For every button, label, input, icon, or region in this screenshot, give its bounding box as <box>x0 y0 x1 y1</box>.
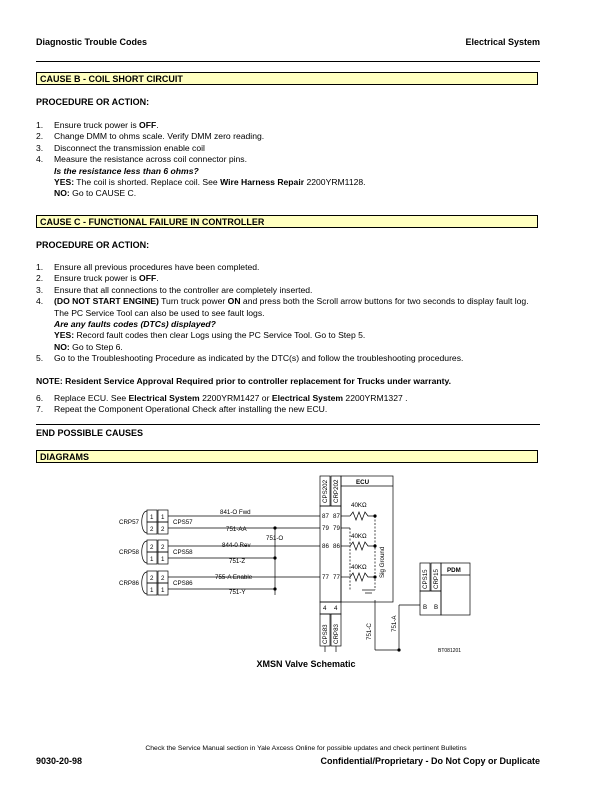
svg-text:86: 86 <box>322 543 329 550</box>
cps86-label: CPS86 <box>173 580 193 587</box>
svg-text:1: 1 <box>161 587 165 594</box>
svg-text:2: 2 <box>150 526 154 533</box>
list-item: 6. Replace ECU. See Electrical System 2200YRM1427 or Electrical System 2200YRM1327 . <box>36 393 408 403</box>
header-right: Electrical System <box>465 37 540 47</box>
wire-751y-label: 751-Y <box>229 589 246 596</box>
wire-751a-label: 751-A <box>391 615 398 632</box>
crp83-label: CRP83 <box>333 624 340 644</box>
diagrams-title: DIAGRAMS <box>36 450 538 463</box>
list-item: 5. Go to the Troubleshooting Procedure as indicated by the DTC(s) and follow the troubleshooting procedures. <box>36 353 464 364</box>
svg-text:B: B <box>423 604 428 611</box>
header-left: Diagnostic Trouble Codes <box>36 37 148 47</box>
cause-c-question: Are any faults codes (DTCs) displayed? <box>54 319 216 330</box>
list-item: 3. Disconnect the transmission enable coil <box>36 142 205 153</box>
warranty-note: NOTE: Resident Service Approval Required prior to controller replacement for Trucks under warranty. <box>36 376 451 386</box>
cps15-label: CPS15 <box>422 569 429 589</box>
svg-text:1: 1 <box>150 514 154 521</box>
cps58-label: CPS58 <box>173 549 193 556</box>
wire-751c-label: 751-C <box>366 623 373 640</box>
figure-ref: BT081201 <box>438 648 462 654</box>
svg-text:77: 77 <box>333 574 340 581</box>
cps202-label: CPS202 <box>322 479 329 503</box>
svg-text:86: 86 <box>333 543 340 550</box>
list-item: 1. Ensure truck power is OFF. <box>36 120 159 130</box>
resistor-1-label: 40KΩ <box>351 502 367 509</box>
svg-text:2: 2 <box>150 575 154 582</box>
svg-text:1: 1 <box>161 514 165 521</box>
confidential-notice: Confidential/Proprietary - Do Not Copy or Duplicate <box>320 756 540 766</box>
list-item: 2. Ensure truck power is OFF. <box>36 273 159 284</box>
svg-text:1: 1 <box>161 556 165 563</box>
list-item: 4. Measure the resistance across coil connector pins. Is the resistance less than 6 ohms? YES: The coil is shorted. Replace coil. See Wire Harness Repair 2200YRM1128. NO: Go to CAUSE C. <box>36 154 536 200</box>
svg-text:1: 1 <box>150 587 154 594</box>
cause-b-no: NO: Go to CAUSE C. <box>54 188 137 199</box>
end-possible-causes: END POSSIBLE CAUSES <box>36 428 144 438</box>
wire-751z-label: 751-Z <box>229 558 246 565</box>
pdm-label: PDM <box>447 567 461 574</box>
cause-b-yes: YES: The coil is shorted. Replace coil. See Wire Harness Repair 2200YRM1128. <box>54 177 366 188</box>
list-item: 7. Repeat the Component Operational Check after installing the new ECU. <box>36 404 328 415</box>
wire-751o-label: 751-O <box>266 535 284 542</box>
list-item: 1. Ensure all previous procedures have been completed. <box>36 262 260 272</box>
cps57-label: CPS57 <box>173 519 193 526</box>
svg-text:87: 87 <box>322 513 329 520</box>
cause-c-title: CAUSE C - FUNCTIONAL FAILURE IN CONTROLLER <box>36 215 538 228</box>
svg-text:87: 87 <box>333 513 340 520</box>
list-item: 4. (DO NOT START ENGINE) Turn truck power ON and press both the Scroll arrow buttons for two seconds to display fault log. The PC Service Tool can also be used to see fault logs. Are any faults codes (DTCs) displayed? YES: Record fault codes then clear Logs using the PC Service Tool. Go to Step 5. NO: Go to Step 6. <box>36 296 536 353</box>
cause-c-no: NO: Go to Step 6. <box>54 341 123 352</box>
cps83-label: CPS83 <box>322 624 329 644</box>
footer-notice: Check the Service Manual section in Yale Axcess Online for possible updates and check pertinent Bulletins <box>145 745 467 752</box>
cause-b-question: Is the resistance less than 6 ohms? <box>54 165 199 176</box>
svg-text:2: 2 <box>161 526 165 533</box>
crp202-label: CRP202 <box>333 479 340 503</box>
cause-b-title: CAUSE B - COIL SHORT CIRCUIT <box>36 72 538 85</box>
svg-text:2: 2 <box>150 544 154 551</box>
connector-202-body <box>320 506 341 602</box>
list-item: 3. Ensure that all connections to the controller are completely inserted. <box>36 284 313 295</box>
cause-c-yes: YES: Record fault codes then clear Logs using the PC Service Tool. Go to Step 5. <box>54 330 366 341</box>
svg-text:1: 1 <box>150 556 154 563</box>
svg-text:77: 77 <box>322 574 329 581</box>
svg-text:B: B <box>434 604 439 611</box>
crp15-label: CRP15 <box>433 569 440 589</box>
svg-text:79: 79 <box>322 525 329 532</box>
crp57-label: CRP57 <box>119 519 139 526</box>
svg-text:4: 4 <box>334 605 338 612</box>
ecu-box <box>341 476 393 602</box>
svg-text:2: 2 <box>161 544 165 551</box>
svg-text:2: 2 <box>161 575 165 582</box>
cause-c-procedure-heading: PROCEDURE OR ACTION: <box>36 240 150 250</box>
resistor-2-label: 40KΩ <box>351 533 367 540</box>
svg-text:79: 79 <box>333 525 340 532</box>
sig-ground-label: Sig Ground <box>379 546 386 578</box>
wire-841-label: 841-O Fwd <box>220 509 251 516</box>
svg-text:4: 4 <box>323 605 327 612</box>
crp86-label: CRP86 <box>119 580 139 587</box>
list-item: 2. Change DMM to ohms scale. Verify DMM zero reading. <box>36 131 265 142</box>
resistor-3-label: 40KΩ <box>351 564 367 571</box>
ecu-label: ECU <box>356 479 370 486</box>
wire-844-label: 844-0 Rev <box>222 542 251 549</box>
wire-751aa-label: 751-AA <box>226 526 247 533</box>
crp58-label: CRP58 <box>119 549 139 556</box>
page-id: 9030-20-98 <box>36 756 83 766</box>
diagram-caption: XMSN Valve Schematic <box>256 659 356 669</box>
wire-755-label: 755-A Enable <box>215 574 253 581</box>
cause-b-procedure-heading: PROCEDURE OR ACTION: <box>36 97 150 107</box>
